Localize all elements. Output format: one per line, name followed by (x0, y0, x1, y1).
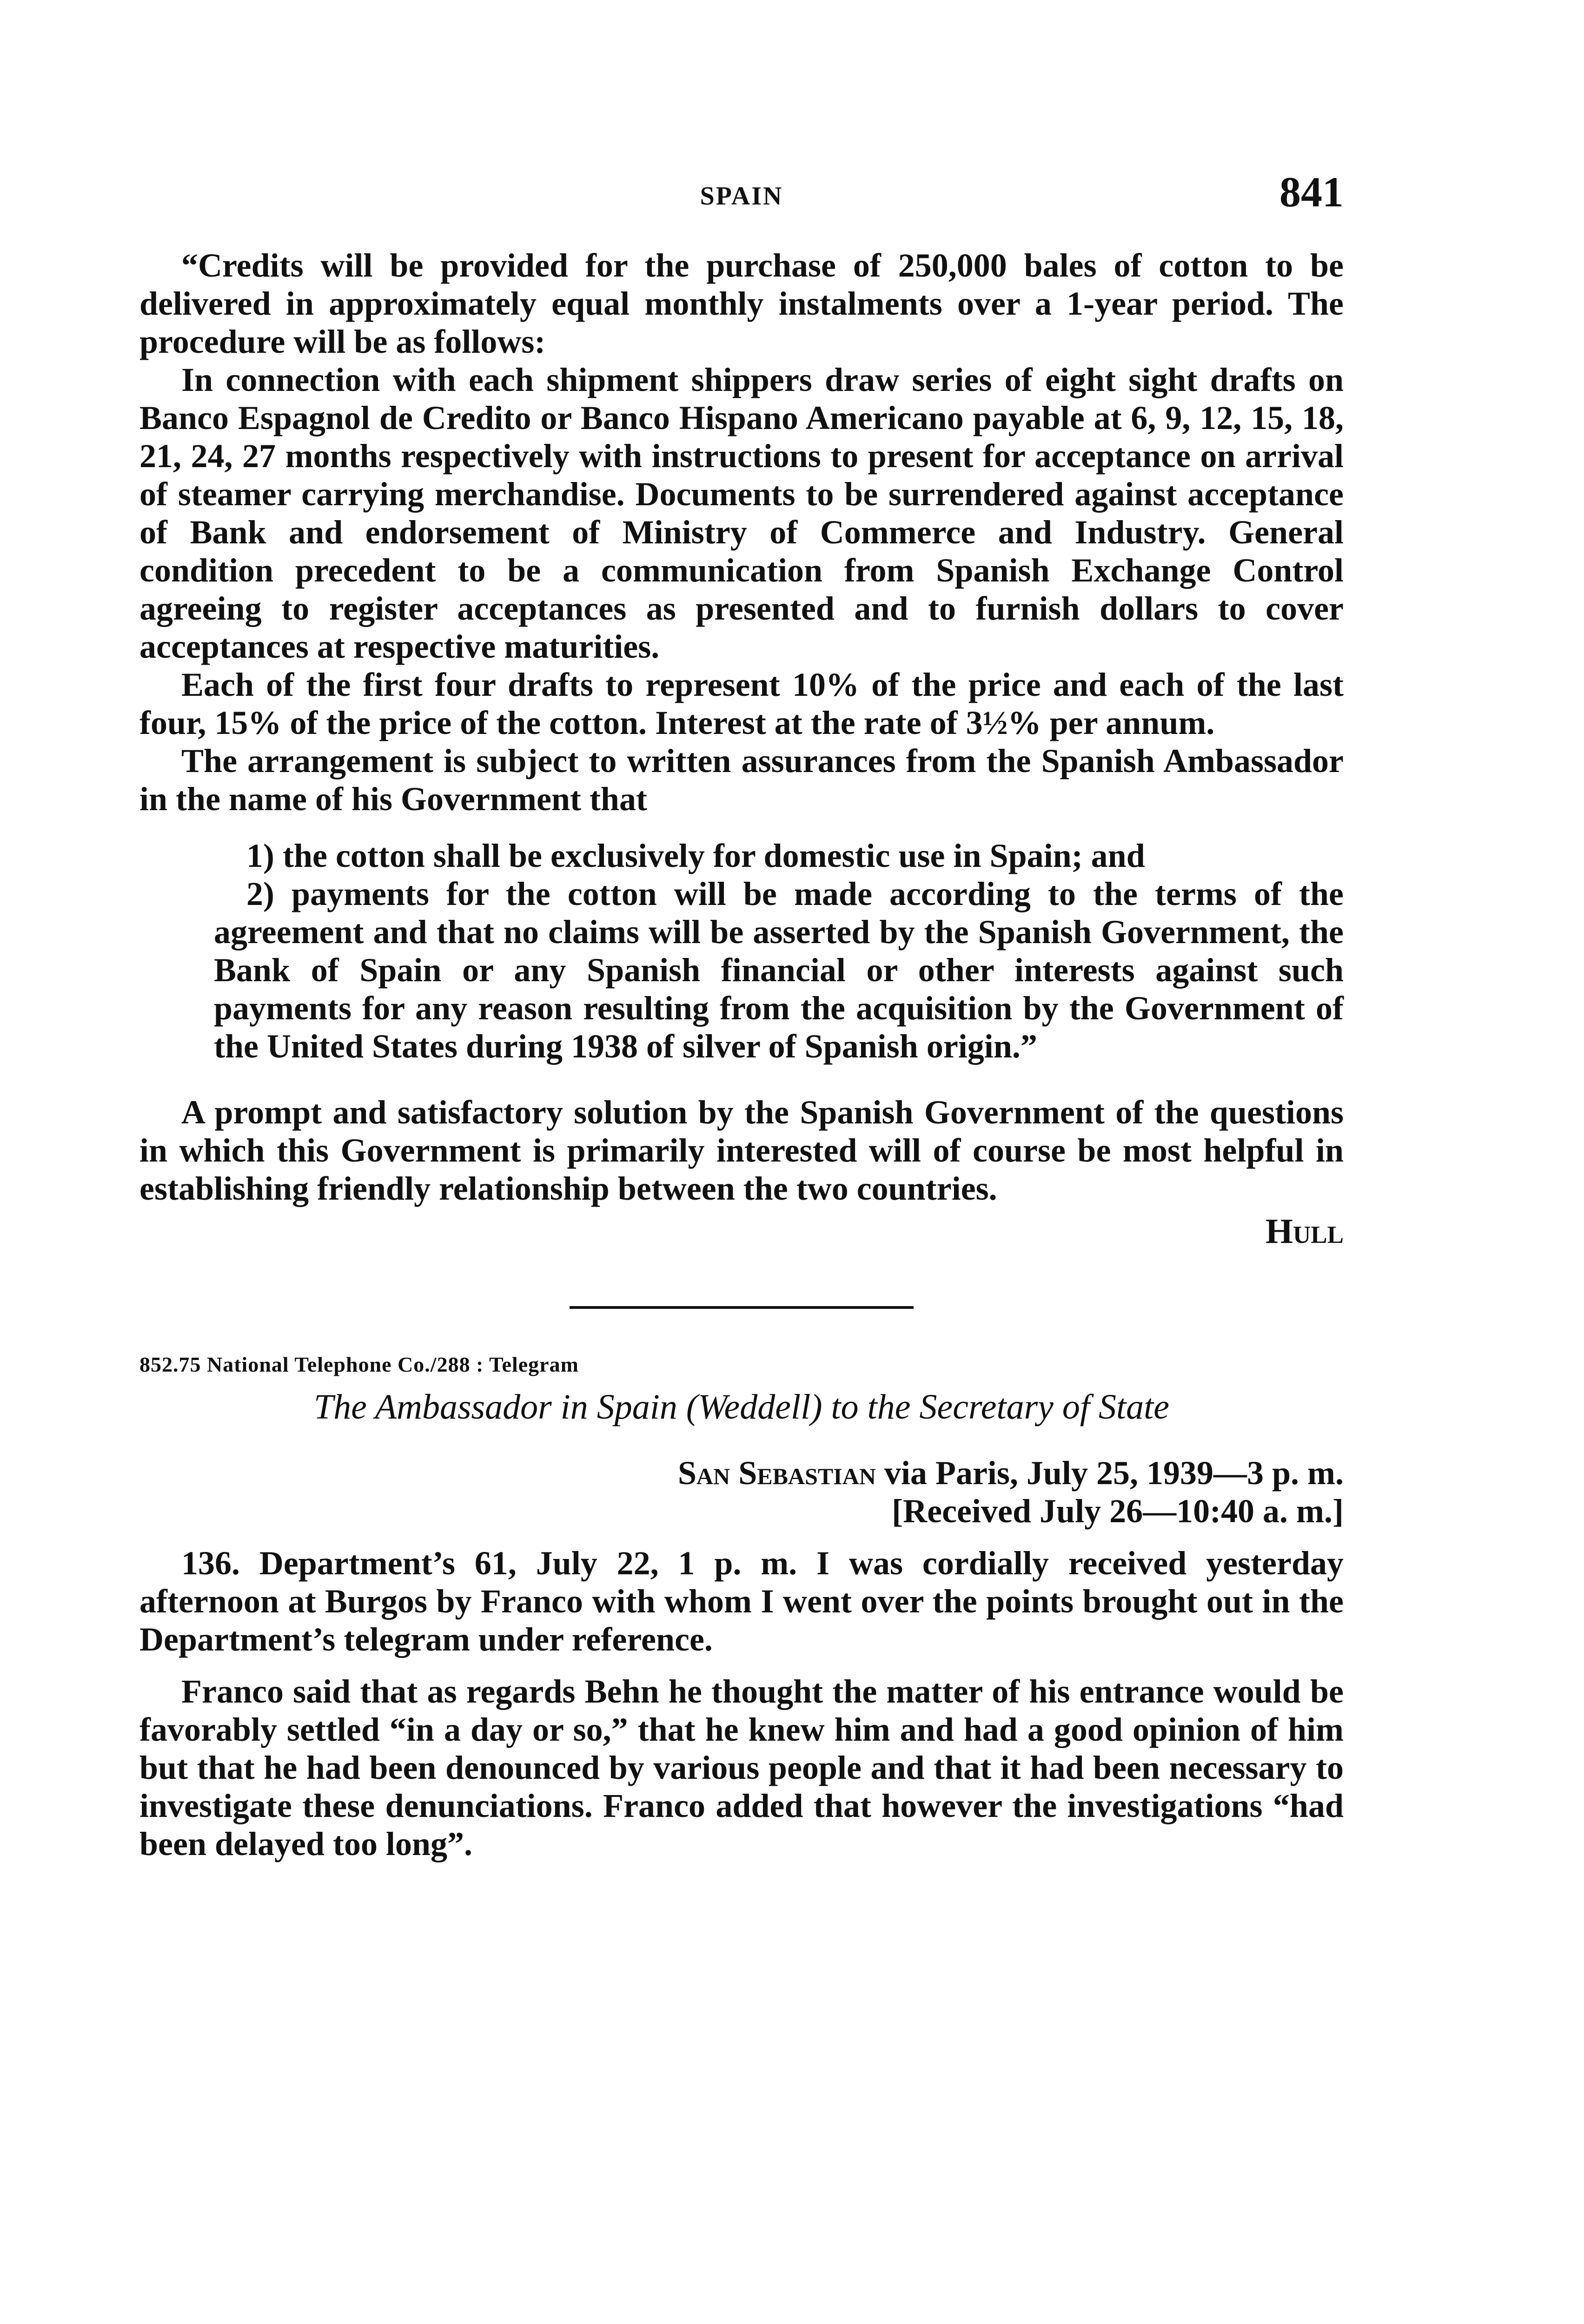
page-header (139, 167, 1344, 218)
dateline-place: San Sebastian (678, 1454, 876, 1492)
dateline (139, 1454, 1344, 1492)
document-title: The Ambassador in Spain (Weddell) to the Secretary of State (314, 1387, 1169, 1426)
quoted-telegram-block (139, 246, 1344, 1065)
signature: Hull (1265, 1212, 1344, 1251)
running-head: SPAIN (700, 182, 783, 211)
quote-numbered-item: 2) payments for the cotton will be made according to the terms of the agreement and that no claims will be asserted by the Spanish Government, the Bank of Spain or any Spanish financial or other interests against such payments for any reason resulting from the acquisition by the Government of the United States during 1938 of silver of Spanish origin.” (214, 875, 1344, 1065)
quote-numbered-item: 1) the cotton shall be exclusively for domestic use in Spain; and (246, 837, 1145, 874)
file-reference: 852.75 National Telephone Co./288 : Telegram (139, 1353, 579, 1376)
closing-paragraph: A prompt and satisfactory solution by the Spanish Government of the questions in which this Government is primarily interested will of course be most helpful in establishing friendly relationship between the two countries. (139, 1094, 1344, 1207)
spacer (139, 1065, 1344, 1093)
quote-paragraph: In connection with each shipment shippers draw series of eight sight drafts on Banco Espagnol de Credito or Banco Hispano Americano payable at 6, 9, 12, 15, 18, 21, 24, 27 months respectively with instructions to present for acceptance on arrival of steamer carrying merchandise. Documents to be surrendered against acceptance of Bank and endorsement of Ministry of Commerce and Industry. General condition precedent to be a communication from Spanish Exchange Control agreeing to register acceptances as presented and to furnish dollars to cover acceptances at respective maturities. (139, 361, 1344, 665)
spacer (139, 1658, 1344, 1672)
received-line: [Received July 26—10:40 a. m.] (892, 1492, 1344, 1530)
telegram-paragraph: 136. Department’s 61, July 22, 1 p. m. I was cordially received yesterday afternoon at Burgos by Franco with whom I went over the points brought out in the Department’s telegram under reference. (139, 1545, 1344, 1658)
quote-paragraph: “Credits will be provided for the purchase of 250,000 bales of cotton to be delivered in approximately equal monthly instalments over a 1-year period. The procedure will be as follows: (139, 247, 1344, 360)
page-number: 841 (1279, 168, 1344, 216)
page-body (139, 246, 1344, 1863)
section-divider (570, 1306, 914, 1309)
quote-paragraph: Each of the first four drafts to represent 10% of the price and each of the last four, 15% of the price of the cotton. Interest at the rate of 3½% per annum. (139, 666, 1344, 741)
quote-paragraph: The arrangement is subject to written assurances from the Spanish Ambassador in the name of his Government that (139, 742, 1344, 818)
dateline-date: via Paris, July 25, 1939—3 p. m. (875, 1454, 1344, 1492)
telegram-paragraph: Franco said that as regards Behn he thought the matter of his entrance would be favorably settled “in a day or so,” that he knew him and had a good opinion of him but that he had been denounced by various people and that it had been necessary to investigate these denunciations. Franco added that however the investigations “had been delayed too long”. (139, 1673, 1344, 1862)
